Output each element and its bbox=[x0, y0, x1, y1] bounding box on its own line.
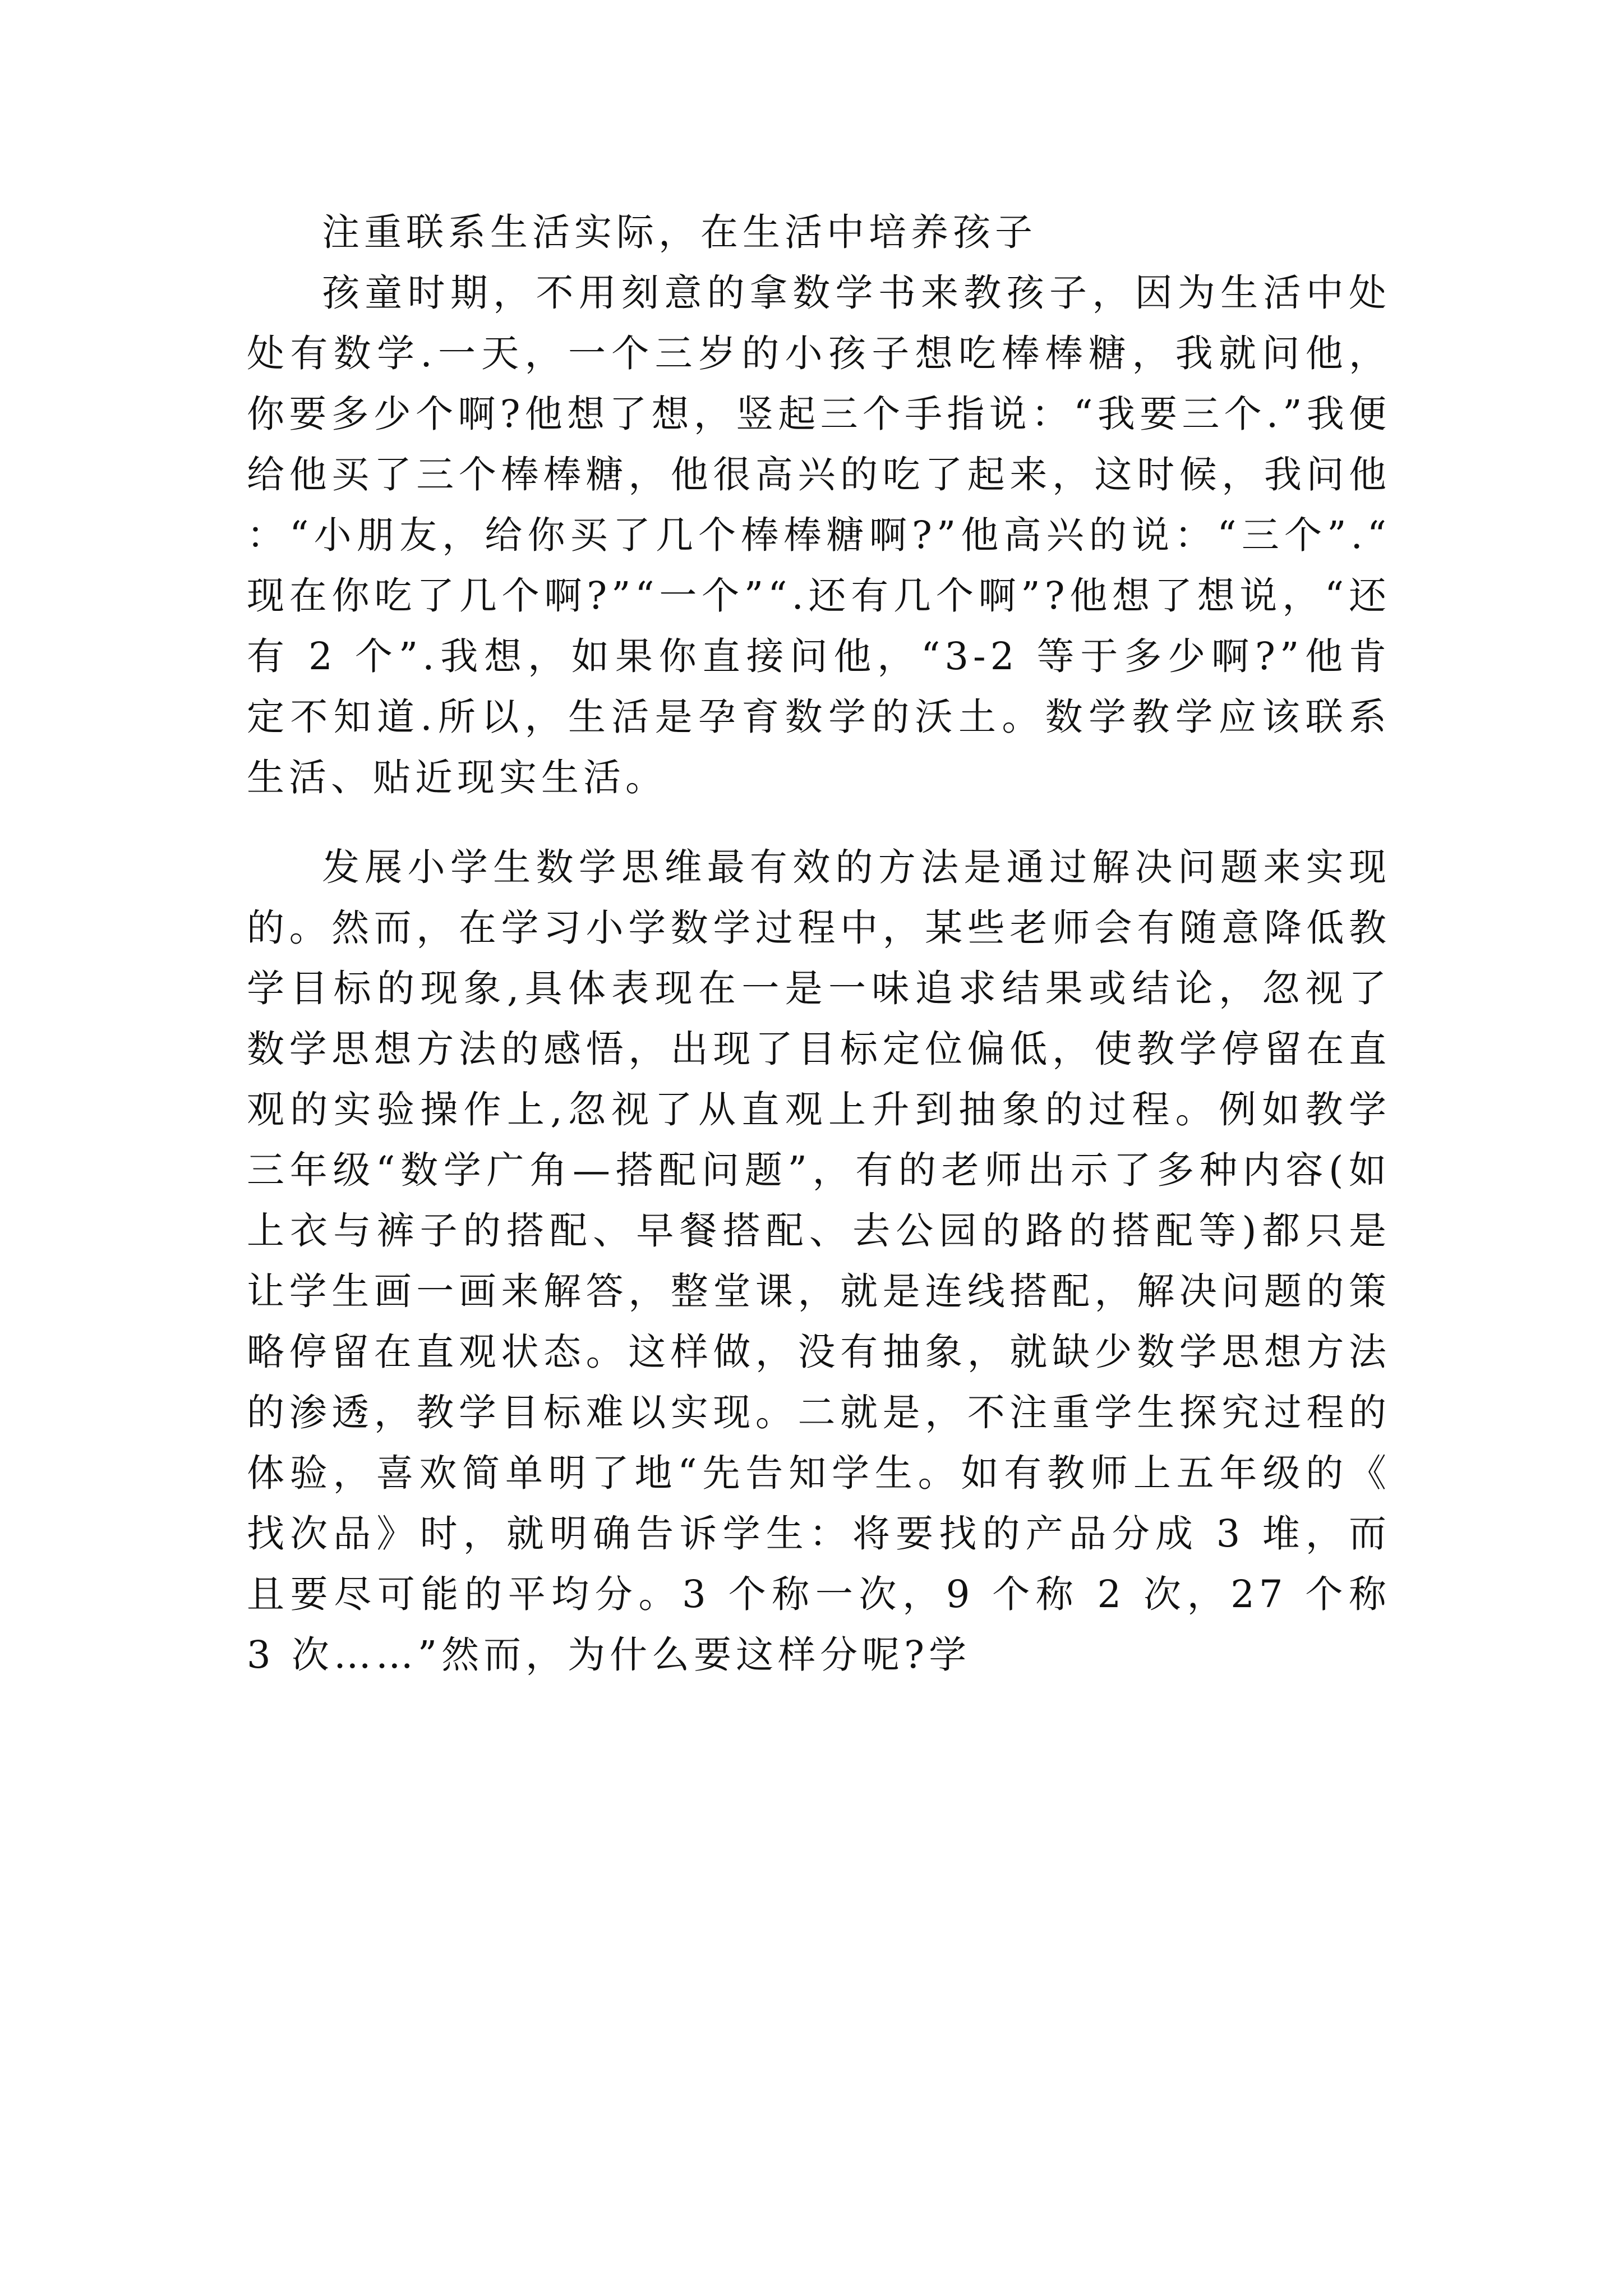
document-body bbox=[247, 202, 1391, 1685]
paragraph-heading: 注重联系生活实际，在生活中培养孩子 bbox=[322, 210, 1037, 254]
paragraph-life-example: 孩童时期，不用刻意的拿数学书来教孩子，因为生活中处处有数学.一天，一个三岁的小孩子想吃棒棒糖，我就问他，你要多少个啊?他想了想，竖起三个手指说：“我要三个.”我便给他买了三个棒棒糖，他很高兴的吃了起来，这时候，我问他：“小朋友，给你买了几个棒棒糖啊?”他高兴的说：“三个”.“现在你吃了几个啊?”“一个”“.还有几个啊”?他想了想说，“还有 2 个”.我想，如果你直接问他，“3-2 等于多少啊?”他肯定不知道.所以，生活是孕育数学的沃土。数学教学应该联系生活、贴近现实生活。 bbox=[247, 271, 1391, 799]
paragraph-thinking-methods: 发展小学生数学思维最有效的方法是通过解决问题来实现的。然而，在学习小学数学过程中，某些老师会有随意降低教学目标的现象,具体表现在一是一味追求结果或结论，忽视了数学思想方法的感悟，出现了目标定位偏低，使教学停留在直观的实验操作上,忽视了从直观上升到抽象的过程。例如教学三年级“数学广角—搭配问题”，有的老师出示了多种内容(如上衣与裤子的搭配、早餐搭配、去公园的路的搭配等)都只是让学生画一画来解答，整堂课，就是连线搭配，解决问题的策略停留在直观状态。这样做，没有抽象，就缺少数学思想方法的渗透，教学目标难以实现。二就是，不注重学生探究过程的体验，喜欢简单明了地“先告知学生。如有教师上五年级的《找次品》时，就明确告诉学生：将要找的产品分成 3 堆，而且要尽可能的平均分。3 个称一次，9 个称 2 次，27 个称 3 次……”然而，为什么要这样分呢?学 bbox=[247, 845, 1391, 1677]
